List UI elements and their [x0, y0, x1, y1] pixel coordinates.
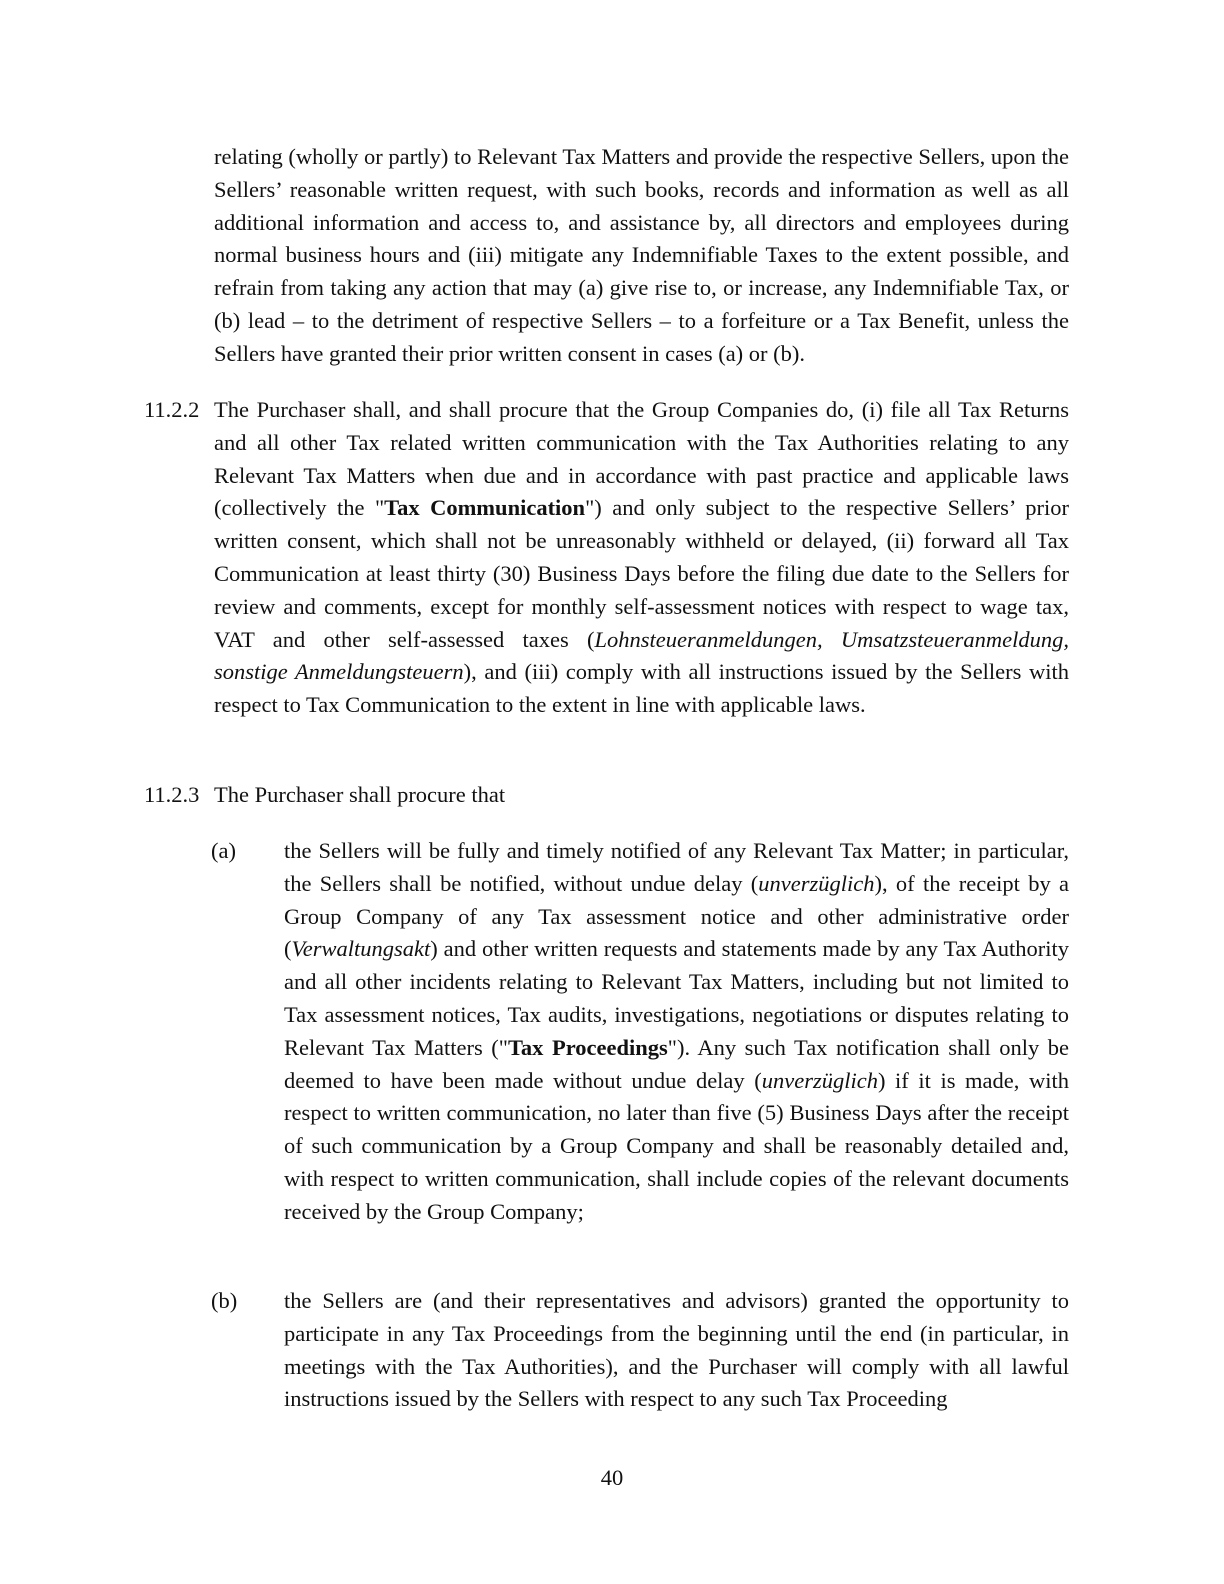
sub-clause-label: (a): [211, 838, 236, 863]
german-term: Lohnsteueranmeldungen, Umsatzsteueranmeldung, sonstige Anmeldungsteuern: [214, 626, 1069, 685]
page-number: 40: [600, 1465, 624, 1490]
sub-clause-label: (b): [211, 1288, 238, 1313]
sub-clause-text: the Sellers will be fully and timely notified of any Relevant Tax Matter; in particular, the Sellers shall be notified, without undue delay (unverzüglich), of the receipt by a Group Company of any Tax assessment notice and other administrative order (Verwaltungsakt) and other written requests and statements made by any Tax Authority and all other incidents relating to Relevant Tax Matters, including but not limited to Tax assessment notices, Tax audits, investigations, negotiations or disputes relating to Relevant Tax Matters ("Tax Proceedings"). Any such Tax notification shall only be deemed to have been made without undue delay (unverzüglich) if it is made, with respect to written communication, no later than five (5) Business Days after the receipt of such communication by a Group Company and shall be reasonably detailed and, with respect to written communication, shall include copies of the relevant documents received by the Group Company;: [284, 838, 1070, 1224]
clause-number: 11.2.3: [144, 782, 200, 807]
sub-clause-text: the Sellers are (and their representatives and advisors) granted the opportunity to participate in any Tax Proceedings from the beginning until the end (in particular, in meetings with the Tax Authorities), and the Purchaser will comply with all lawful instructions issued by the Sellers with respect to any such Tax Proceeding: [284, 1288, 1069, 1412]
german-term: unverzüglich: [761, 1067, 878, 1093]
clause-text: The Purchaser shall, and shall procure that the Group Companies do, (i) file all Tax Returns and all other Tax related written communication with the Tax Authorities relating to any Relevant Tax Matters when due and in accordance with past practice and applicable laws (collectively the "Tax Communication") and only subject to the respective Sellers’ prior written consent, which shall not be unreasonably withheld or delayed, (ii) forward all Tax Communication at least thirty (30) Business Days before the filing due date to the Sellers for review and comments, except for monthly self-assessment notices with respect to wage tax, VAT and other self-assessed taxes (Lohnsteueranmeldungen, Umsatzsteueranmeldung, sonstige Anmeldungsteuern), and (iii) comply with all instructions issued by the Sellers with respect to Tax Communication to the extent in line with applicable laws.: [214, 397, 1070, 718]
defined-term: Tax Communication: [384, 495, 586, 521]
continuation-paragraph: relating (wholly or partly) to Relevant Tax Matters and provide the respective Sellers, upon the Sellers’ reasonable written request, with such books, records and information as well as all additional information and access to, and assistance by, all directors and employees during normal business hours and (iii) mitigate any Indemnifiable Taxes to the extent possible, and refrain from taking any action that may (a) give rise to, or increase, any Indemnifiable Tax, or (b) lead – to the detriment of respective Sellers – to a forfeiture or a Tax Benefit, unless the Sellers have granted their prior written consent in cases (a) or (b).: [214, 144, 1069, 366]
defined-term: Tax Proceedings: [507, 1034, 668, 1060]
german-term: Verwaltungsakt: [291, 936, 431, 962]
clause-text: The Purchaser shall procure that: [214, 782, 506, 807]
german-term: unverzüglich: [758, 870, 875, 896]
clause-number: 11.2.2: [144, 397, 200, 422]
